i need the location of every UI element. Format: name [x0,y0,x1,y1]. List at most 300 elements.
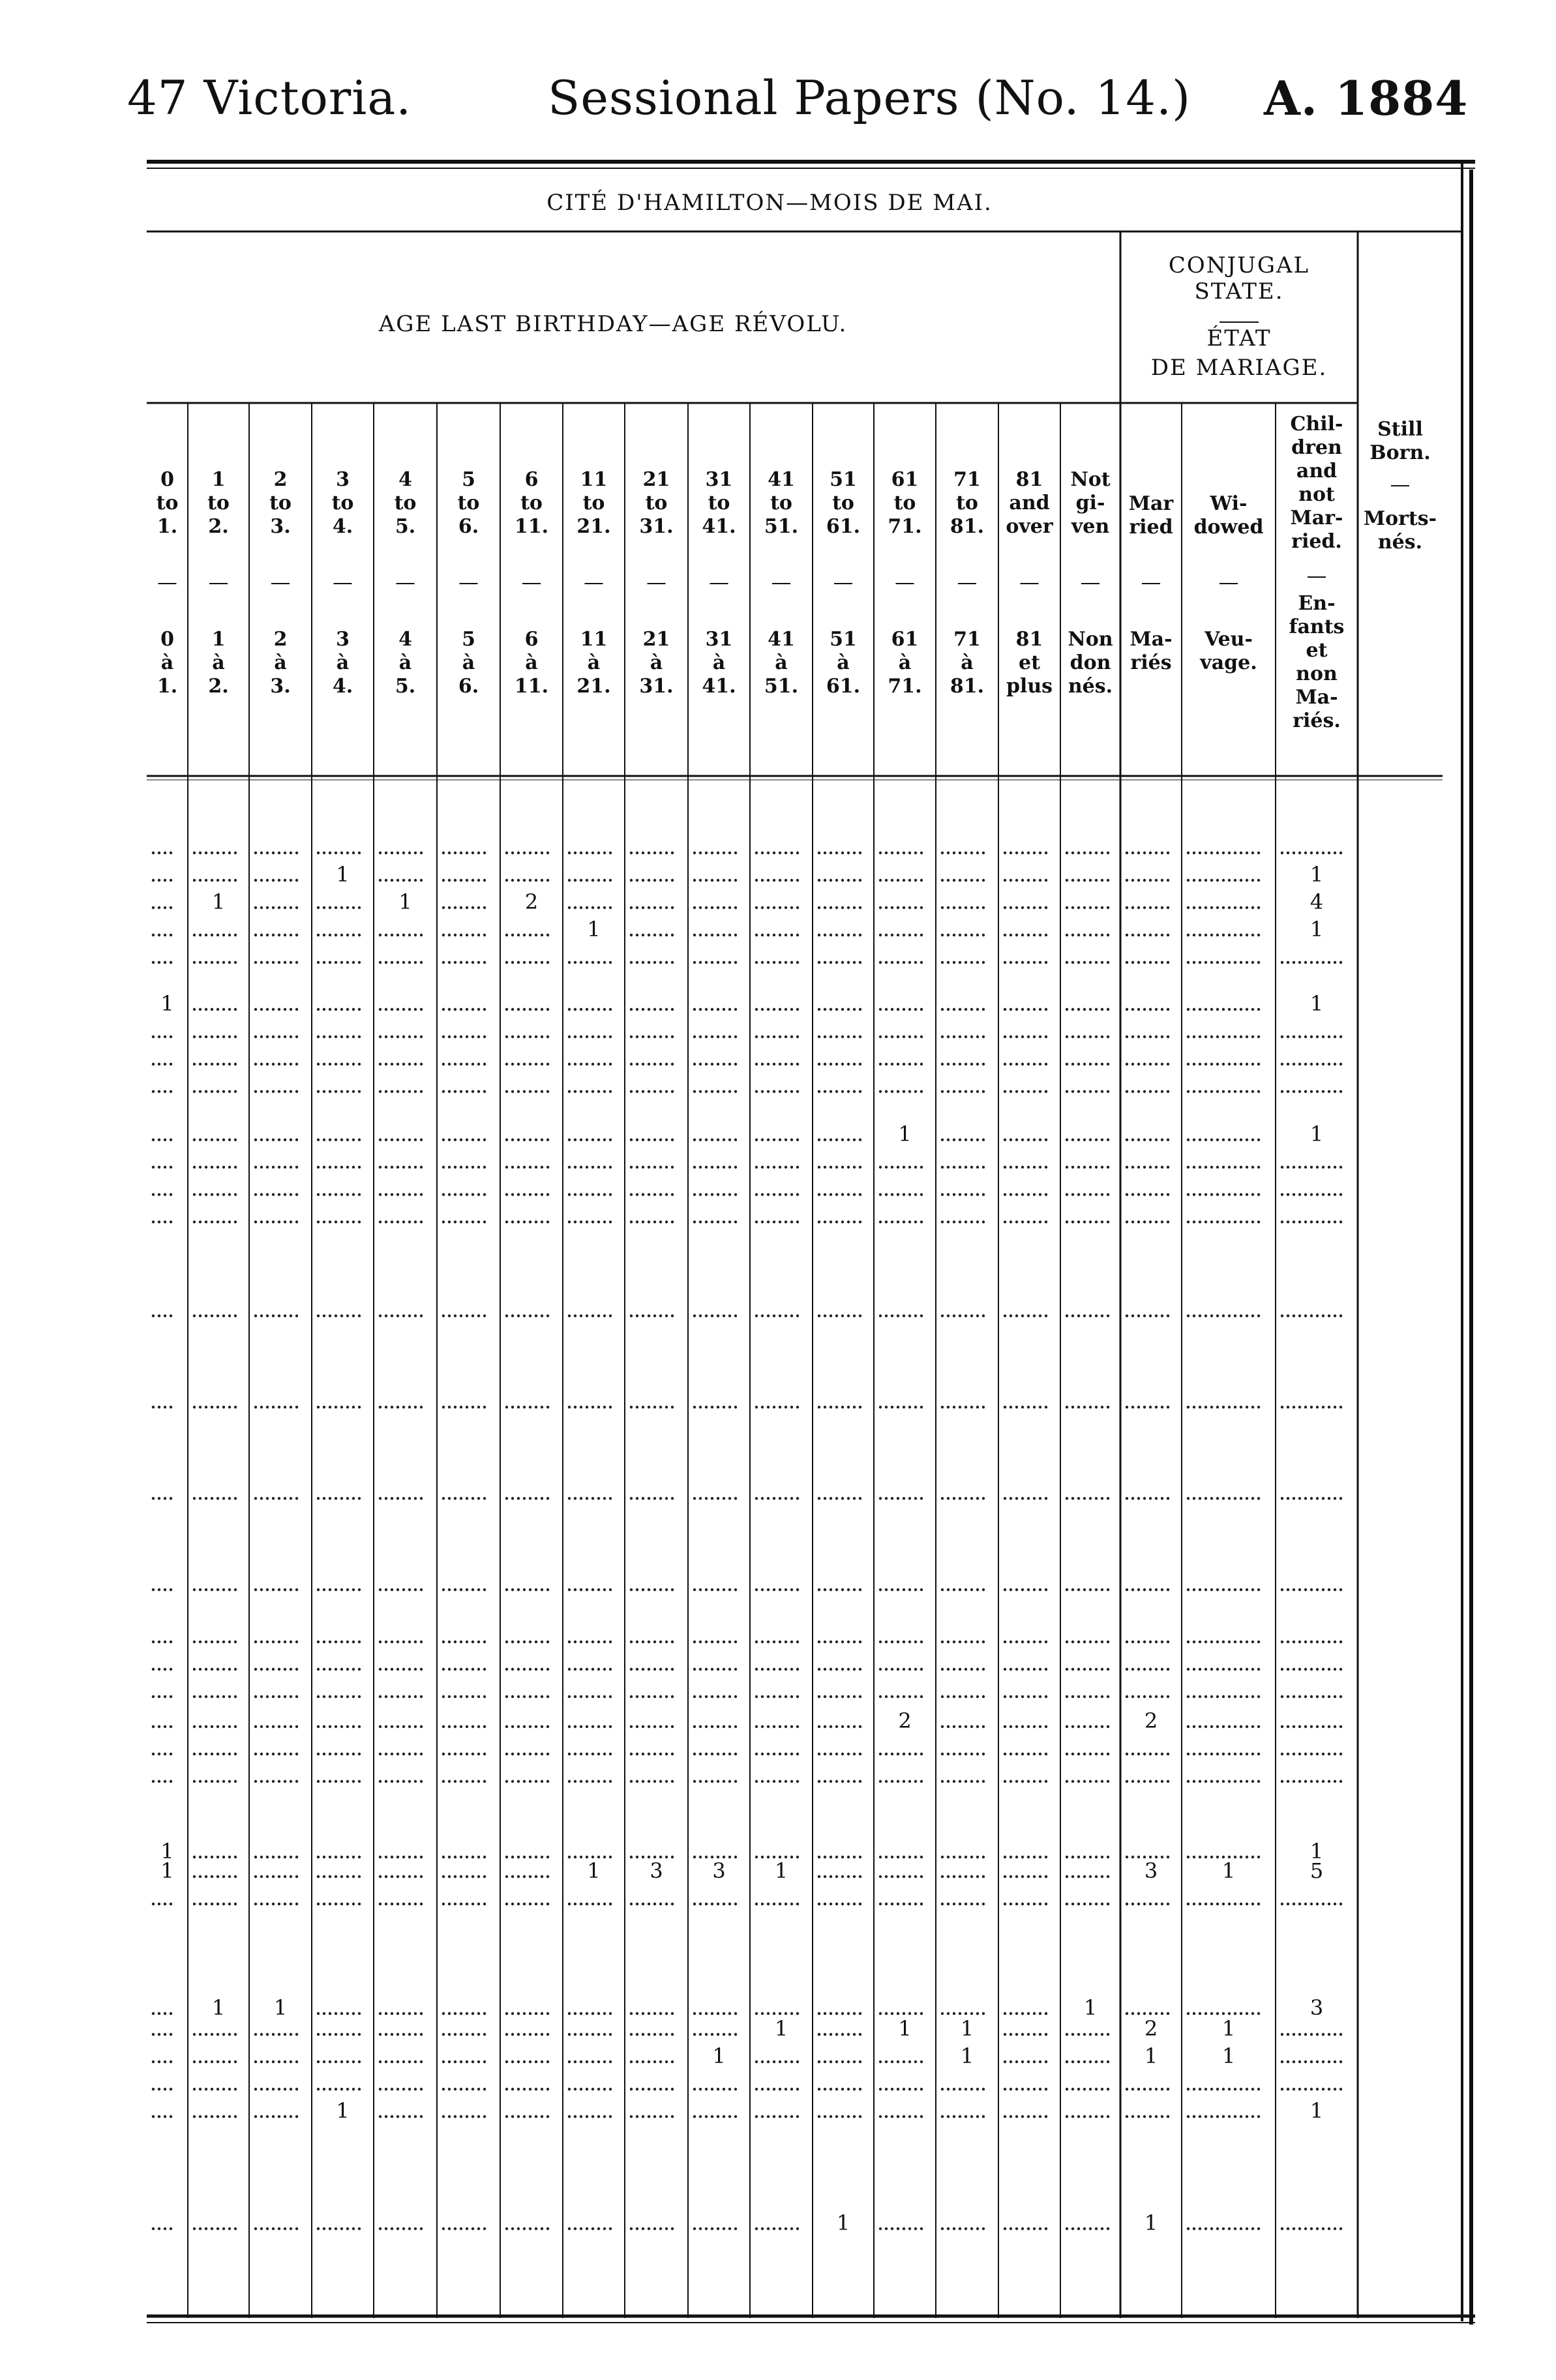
leader-dot [1251,1695,1254,1698]
leader-dot [546,961,549,964]
leader-dot [1027,2115,1030,2118]
leader-dot [835,1588,838,1591]
leader-dot [1304,1221,1307,1223]
leader-dot [317,1725,320,1728]
leader-dot [841,1166,844,1168]
leader-dot [773,1753,775,1755]
leader-dot [158,1063,160,1065]
leader-dot [965,1753,967,1755]
leader-dot [1107,1695,1109,1698]
leader-dot [1161,2012,1163,2015]
leader-dot [1071,1875,1074,1878]
leader-dot [841,1668,844,1671]
leader-dot [1071,1725,1074,1728]
leader-dot [379,1063,382,1065]
leader-dot [511,1668,514,1671]
leader-dot [272,1725,275,1728]
leader-dot [1193,1406,1195,1408]
leader-dot [597,1668,600,1671]
leader-dot [953,1406,955,1408]
leader-dot [1316,1063,1319,1065]
leader-dot [1143,1090,1146,1093]
leader-dot [609,2060,612,2063]
leader-dot [1131,1090,1134,1093]
column-header-fr: à [398,651,412,674]
leader-dot [152,2088,155,2090]
leader-dot [1010,1497,1012,1500]
leader-dot [659,1063,662,1065]
leader-dot [1234,1138,1236,1141]
leader-dot [414,2227,417,2230]
leader-dot [1033,1166,1036,1168]
leader-dot [671,1035,674,1038]
leader-dot [723,2012,725,2015]
leader-dot [965,1903,967,1905]
leader-dot [1015,1090,1018,1093]
leader-dot [1027,1903,1030,1905]
leader-dot [1021,1780,1024,1783]
leader-dot [841,1695,844,1698]
leader-dot [891,1588,893,1591]
leader-dot [346,1668,349,1671]
leader-dot [164,1315,166,1317]
leader-dot [835,1668,838,1671]
leader-dot [920,1090,923,1093]
leader-dot [1240,934,1242,936]
leader-dot [818,1856,820,1858]
leader-dot [767,1035,770,1038]
leader-dot [1045,1903,1047,1905]
leader-dot [329,2227,331,2230]
leader-dot [630,1406,633,1408]
leader-dot [284,879,286,882]
column-header-en: to [207,492,230,514]
leader-dot [659,1138,662,1141]
leader-dot [317,1166,320,1168]
leader-dot [414,2088,417,2090]
leader-dot [586,2033,588,2036]
leader-dot [953,906,955,909]
leader-dot [1077,2088,1080,2090]
leader-dot [546,1695,549,1698]
leader-dot [734,1166,737,1168]
leader-dot [1246,1193,1248,1196]
leader-dot [603,1221,606,1223]
leader-dot [734,1063,737,1065]
leader-dot [1015,1668,1018,1671]
leader-dot [323,1668,325,1671]
leader-dot [568,1406,571,1408]
leader-dot [379,1856,382,1858]
leader-dot [290,1903,292,1905]
leader-dot [1107,1668,1109,1671]
leader-dot [448,934,451,936]
leader-dot [1039,1497,1041,1500]
leader-dot [1107,1856,1109,1858]
leader-dot [728,1725,731,1728]
leader-dot [1234,1725,1236,1728]
leader-dot [824,1641,826,1643]
leader-dot [505,1903,508,1905]
leader-dot [335,1641,337,1643]
leader-dot [205,1903,207,1905]
leader-dot [1210,1008,1213,1011]
leader-dot [1131,2115,1134,2118]
leader-dot [773,2088,775,2090]
leader-dot [164,1695,166,1698]
leader-dot [711,1497,713,1500]
leader-dot [234,1725,237,1728]
leader-dot [1126,2115,1128,2118]
leader-dot [818,961,820,964]
leader-dot [170,1588,172,1591]
conjugal-state-heading [1151,252,1328,381]
leader-dot [1039,1090,1041,1093]
leader-dot [597,1138,600,1141]
leader-dot [505,1753,508,1755]
leader-dot [1222,852,1225,854]
leader-dot [228,1856,231,1858]
column-header-en: 21 [642,468,670,491]
leader-dot [723,1753,725,1755]
leader-dot [653,1063,656,1065]
leader-dot [1033,934,1036,936]
leader-dot [1089,1641,1092,1643]
leader-dot [665,2088,668,2090]
leader-dot [903,1588,905,1591]
leader-dot [1210,1090,1213,1093]
leader-dot [841,1641,844,1643]
leader-dot [841,1903,844,1905]
leader-dot [329,2033,331,2036]
leader-dot [234,1497,237,1500]
leader-dot [908,1221,911,1223]
leader-dot [648,852,650,854]
leader-dot [211,1035,213,1038]
leader-dot [254,2227,257,2230]
leader-dot [222,1588,225,1591]
table-cell: 1 [1309,2098,1324,2123]
leader-dot [1089,1875,1092,1878]
leader-dot [541,1221,543,1223]
leader-dot [853,2012,856,2015]
leader-dot [1287,1315,1289,1317]
table-cell: 1 [273,1995,288,2020]
leader-dot [295,934,298,936]
leader-dot [609,1008,612,1011]
leader-dot [402,2033,405,2036]
leader-dot [505,852,508,854]
leader-dot [1021,1193,1024,1196]
leader-dot [830,1090,832,1093]
leader-dot [659,1903,662,1905]
leader-dot [408,1090,411,1093]
leader-dot [761,1780,764,1783]
leader-dot [1101,852,1103,854]
leader-dot [1077,1035,1080,1038]
leader-dot [1257,2088,1260,2090]
leader-dot [1137,1315,1140,1317]
leader-dot [448,1035,451,1038]
leader-dot [414,1856,417,1858]
leader-dot [779,2227,781,2230]
leader-dot [1204,934,1207,936]
leader-dot [158,879,160,882]
leader-dot [1126,1193,1128,1196]
leader-dot [1149,1166,1152,1168]
leader-dot [505,2012,508,2015]
leader-dot [454,1875,456,1878]
leader-dot [1222,1641,1225,1643]
leader-dot [414,1668,417,1671]
leader-dot [1015,1315,1018,1317]
leader-dot [847,1753,850,1755]
leader-dot [1077,1063,1080,1065]
leader-dot [1304,1780,1307,1783]
leader-dot [970,2227,973,2230]
leader-dot [396,1725,399,1728]
leader-dot [586,1008,588,1011]
leader-dot [541,1780,543,1783]
leader-dot [773,1695,775,1698]
leader-dot [193,1725,196,1728]
leader-dot [941,1588,944,1591]
leader-dot [505,1090,508,1093]
leader-dot [953,1315,955,1317]
leader-dot [1322,852,1324,854]
leader-dot [1089,2227,1092,2230]
leader-dot [671,1008,674,1011]
leader-dot [1334,1903,1336,1905]
leader-dot [420,2033,423,2036]
leader-dot [1204,2088,1207,2090]
leader-dot [1101,961,1103,964]
leader-dot [335,1315,337,1317]
leader-dot [295,1035,298,1038]
leader-dot [391,1780,393,1783]
leader-dot [976,852,979,854]
leader-dot [711,1063,713,1065]
table-cell: 1 [898,1122,912,1146]
leader-dot [1246,1406,1248,1408]
leader-dot [1199,1166,1201,1168]
leader-dot [1027,1090,1030,1093]
leader-dot [352,1166,355,1168]
leader-dot [693,1856,696,1858]
leader-dot [448,1406,451,1408]
leader-dot [920,1753,923,1755]
leader-dot [170,852,172,854]
leader-dot [199,1090,202,1093]
leader-dot [1089,1903,1092,1905]
leader-dot [266,2060,269,2063]
leader-dot [1281,1641,1283,1643]
leader-dot [785,2227,787,2230]
leader-dot [1015,961,1018,964]
leader-dot [448,2227,451,2230]
leader-dot [693,1138,696,1141]
leader-dot [891,2088,893,2090]
leader-dot [211,1166,213,1168]
leader-dot [1015,852,1018,854]
leader-dot [396,1641,399,1643]
table-cell: 1 [160,1858,174,1883]
leader-dot [1021,1406,1024,1408]
leader-dot [574,1035,576,1038]
leader-dot [1089,1090,1092,1093]
leader-dot [266,2115,269,2118]
leader-dot [671,961,674,964]
leader-dot [920,1406,923,1408]
leader-dot [454,1193,456,1196]
leader-dot [1187,1221,1189,1223]
leader-dot [217,1780,219,1783]
leader-dot [1167,934,1169,936]
leader-dot [591,1695,594,1698]
leader-dot [1257,1903,1260,1905]
leader-dot [1304,1725,1307,1728]
leader-dot [879,906,882,909]
leader-dot [755,2115,758,2118]
table-title: CITÉ D'HAMILTON—MOIS DE MAI. [546,190,993,216]
leader-dot [699,1221,702,1223]
leader-dot [483,961,486,964]
leader-dot [505,1780,508,1783]
leader-dot [1222,2012,1225,2015]
leader-dot [1137,1063,1140,1065]
leader-dot [711,1406,713,1408]
leader-dot [597,2012,600,2015]
leader-dot [773,1406,775,1408]
leader-dot [541,879,543,882]
leader-dot [402,1406,405,1408]
leader-dot [665,1753,668,1755]
column-header-fr: 31 [705,628,733,651]
leader-dot [358,1063,361,1065]
leader-dot [908,1780,911,1783]
leader-dot [1010,2012,1012,2015]
leader-dot [630,2115,633,2118]
leader-dot [1033,1875,1036,1878]
leader-dot [830,2115,832,2118]
leader-dot [853,1780,856,1783]
column-header-en: Mar- [1290,507,1343,529]
leader-dot [541,2012,543,2015]
leader-dot [1083,1668,1086,1671]
leader-dot [1004,1315,1006,1317]
leader-dot [1066,2115,1068,2118]
leader-dot [947,1166,950,1168]
leader-dot [568,879,571,882]
leader-dot [391,1406,393,1408]
table-cell: 1 [587,917,601,942]
leader-dot [260,852,263,854]
leader-dot [1149,1780,1152,1783]
leader-dot [914,1753,917,1755]
leader-dot [1204,1315,1207,1317]
leader-dot [477,906,480,909]
leader-dot [920,1008,923,1011]
leader-dot [352,1063,355,1065]
leader-dot [976,1695,979,1698]
leader-dot [824,1063,826,1065]
leader-dot [1339,1903,1342,1905]
leader-dot [295,1856,298,1858]
leader-dot [420,1725,423,1728]
leader-dot [385,1315,387,1317]
leader-dot [1107,1315,1109,1317]
leader-dot [790,1780,793,1783]
leader-dot [254,1166,257,1168]
leader-dot [982,879,985,882]
leader-dot [1322,1780,1324,1783]
leader-dot [352,1725,355,1728]
leader-dot [580,2033,582,2036]
leader-dot [1204,1856,1207,1858]
leader-dot [841,1856,844,1858]
leader-dot [335,1008,337,1011]
leader-dot [1015,1008,1018,1011]
leader-dot [648,1221,650,1223]
leader-dot [693,1668,696,1671]
leader-dot [785,934,787,936]
leader-dot [648,1090,650,1093]
table-cell: 1 [1309,862,1324,887]
leader-dot [1304,852,1307,854]
leader-dot [965,1090,967,1093]
leader-dot [1293,1588,1295,1591]
leader-dot [1228,1753,1231,1755]
leader-dot [705,1856,708,1858]
leader-dot [982,961,985,964]
leader-dot [1004,1641,1006,1643]
leader-dot [483,852,486,854]
leader-dot [959,1641,961,1643]
leader-dot [879,1856,882,1858]
leader-dot [448,2115,451,2118]
leader-dot [891,1497,893,1500]
leader-dot [1281,1221,1283,1223]
leader-dot [329,2012,331,2015]
leader-dot [659,961,662,964]
leader-dot [970,1875,973,1878]
leader-dot [1199,1753,1201,1755]
leader-dot [170,1725,172,1728]
leader-dot [580,1406,582,1408]
leader-dot [773,1780,775,1783]
leader-dot [891,1315,893,1317]
leader-dot [158,1725,160,1728]
leader-dot [1210,2088,1213,2090]
leader-dot [659,2060,662,2063]
leader-dot [402,1856,405,1858]
leader-dot [671,2033,674,2036]
leader-dot [358,2012,361,2015]
leader-dot [648,934,650,936]
leader-dot [1095,2115,1098,2118]
column-header-fr: 2 [273,628,288,651]
leader-dot [965,1497,967,1500]
leader-dot [705,1035,708,1038]
leader-dot [779,2115,781,2118]
leader-dot [1199,1406,1201,1408]
leader-dot [1039,1725,1041,1728]
leader-dot [597,1780,600,1783]
leader-dot [879,2227,882,2230]
leader-dot [448,1497,451,1500]
leader-dot [1107,1008,1109,1011]
leader-dot [790,1725,793,1728]
